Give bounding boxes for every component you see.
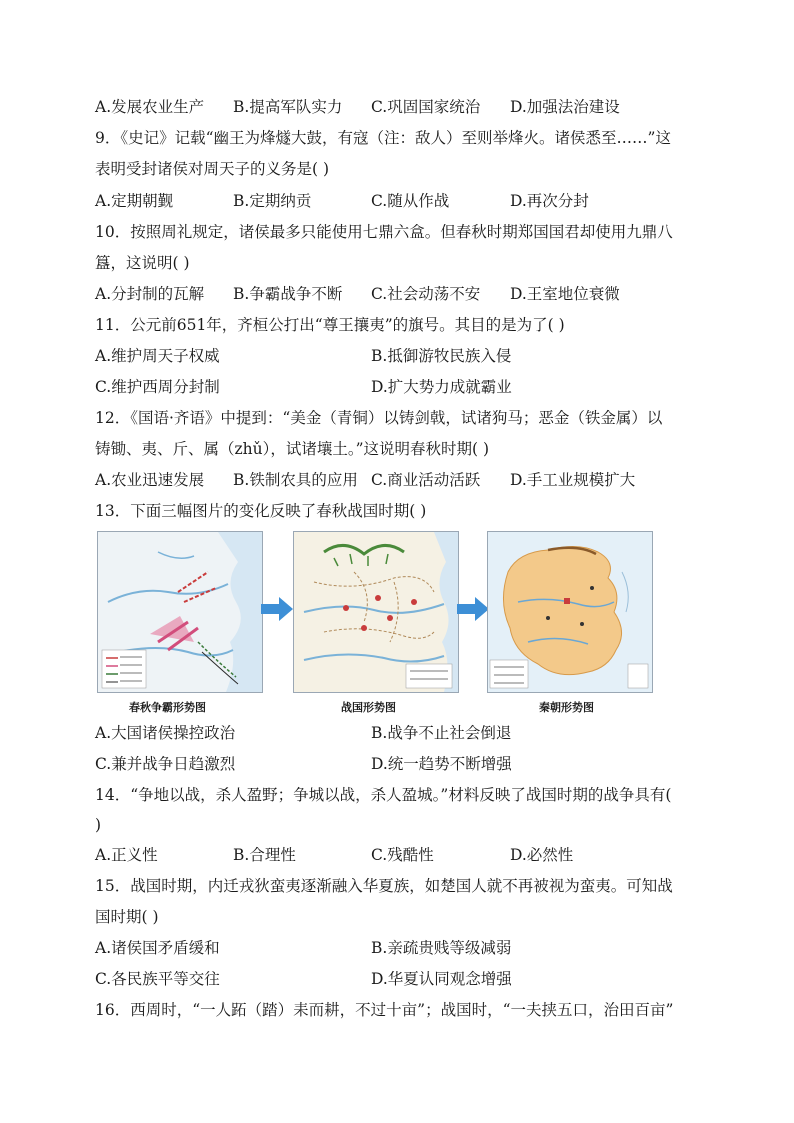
spring-autumn-map [97,531,263,693]
q12-option-d: D.手工业规模扩大 [510,471,636,489]
q9-option-a: A.定期朝觐 [95,192,174,210]
q15-option-b: B.亲疏贵贱等级减弱 [371,939,512,957]
q10-option-b: B.争霸战争不断 [233,285,343,303]
q9-option-d: D.再次分封 [510,192,589,210]
q9-option-c: C.随从作战 [371,192,450,210]
q8-option-b: B.提高军队实力 [233,98,343,116]
q15-stem-line2: 国时期( ) [95,908,159,926]
q13-map-figure [95,531,655,717]
q10-option-c: C.社会动荡不安 [371,285,481,303]
q10-stem-line1: 10．按照周礼规定，诸侯最多只能使用七鼎六盒。但春秋时期郑国国君却使用九鼎八 [95,223,673,241]
q11-option-c: C.维护西周分封制 [95,378,220,396]
q11-option-d: D.扩大势力成就霸业 [371,378,512,396]
q12-option-a: A.农业迅速发展 [95,471,205,489]
qin-dynasty-map [487,531,653,693]
q14-option-a: A.正义性 [95,846,158,864]
q9-option-b: B.定期纳贡 [233,192,312,210]
q15-stem-line1: 15．战国时期，内迁戎狄蛮夷逐渐融入华夏族，如楚国人就不再被视为蛮夷。可知战 [95,877,673,895]
q10-stem-line2: 簋，这说明( ) [95,254,190,272]
arrow-right-icon [261,597,293,621]
q11-option-b: B.抵御游牧民族入侵 [371,347,512,365]
warring-states-map [293,531,459,693]
q13-option-b: B.战争不止社会倒退 [371,724,512,742]
arrow-right-icon [457,597,489,621]
q10-option-d: D.王室地位衰微 [510,285,620,303]
q15-option-a: A.诸侯国矛盾缓和 [95,939,220,957]
q13-stem-line1: 13．下面三幅图片的变化反映了春秋战国时期( ) [95,502,427,520]
caption-spring-autumn: 春秋争霸形势图 [129,701,206,714]
q13-option-c: C.兼并战争日趋激烈 [95,755,236,773]
q9-stem-line1: 9．《史记》记载“幽王为烽燧大鼓，有寇（注：敌人）至则举烽火。诸侯悉至……”这 [95,129,671,147]
q9-stem-line2: 表明受封诸侯对周天子的义务是( ) [95,160,330,178]
q14-option-c: C.残酷性 [371,846,434,864]
q8-option-a: A.发展农业生产 [95,98,205,116]
q16-stem-line1: 16．西周时，“一人跖（踏）耒而耕，不过十亩”；战国时，“一夫挟五口，治田百亩” [95,1001,674,1019]
q14-stem-line2: ) [95,816,102,834]
q12-option-b: B.铁制农具的应用 [233,471,358,489]
q12-option-c: C.商业活动活跃 [371,471,481,489]
q14-option-d: D.必然性 [510,846,574,864]
q15-option-c: C.各民族平等交往 [95,970,220,988]
q13-option-d: D.统一趋势不断增强 [371,755,512,773]
q10-option-a: A.分封制的瓦解 [95,285,205,303]
q12-stem-line1: 12．《国语·齐语》中提到：“美金（青铜）以铸剑戟，试诸狗马；恶金（铁金属）以 [95,409,663,427]
caption-warring-states: 战国形势图 [341,701,396,714]
caption-qin-dynasty: 秦朝形势图 [539,701,594,714]
q13-option-a: A.大国诸侯操控政治 [95,724,236,742]
q14-option-b: B.合理性 [233,846,296,864]
q8-option-c: C.巩固国家统治 [371,98,481,116]
q11-stem-line1: 11．公元前651年，齐桓公打出“尊王攘夷”的旗号。其目的是为了( ) [95,316,565,334]
q15-option-d: D.华夏认同观念增强 [371,970,512,988]
q14-stem-line1: 14．“争地以战，杀人盈野；争城以战，杀人盈城。”材料反映了战国时期的战争具有( [95,786,672,804]
q8-option-d: D.加强法治建设 [510,98,620,116]
q11-option-a: A.维护周天子权威 [95,347,220,365]
q12-stem-line2: 铸锄、夷、斤、属（zhǔ），试诸壤土。”这说明春秋时期( ) [95,440,490,458]
